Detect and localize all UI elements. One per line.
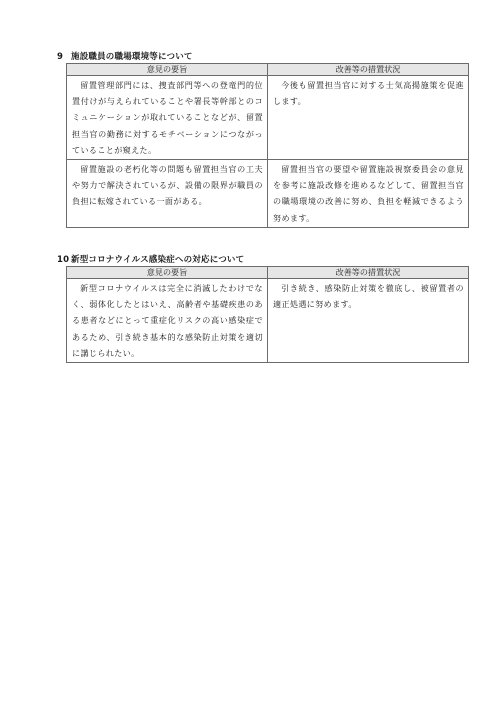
header-improvement-status: 改善等の措置状況: [268, 64, 469, 76]
header-opinion-summary: 意見の要旨: [67, 267, 268, 279]
section-title: 新型コロナウイルス感染症への対応について: [71, 255, 245, 265]
table-header-row: [67, 267, 469, 279]
table-header-row: [67, 64, 469, 76]
opinion-cell: 留置管理部門には、捜査部門等への登竜門的位置付けが与えられていることや署長等幹部とのコミュニケーションが取れていることなどが、留置担当官の勤務に対するモチベーションにつながっていることが窺えた。: [67, 76, 268, 160]
response-cell: 今後も留置担当官に対する士気高揚施策を促進します。: [268, 76, 469, 160]
section-heading-10: [57, 253, 244, 265]
opinion-table-10: [66, 266, 469, 363]
response-cell: 留置担当官の要望や留置施設視察委員会の意見を参考に施設改修を進めるなどして、留置担当官の職場環境の改善に努め、負担を軽減できるよう努めます。: [268, 160, 469, 228]
opinion-cell: 新型コロナウイルスは完全に消滅したわけでなく、弱体化したとはいえ、高齢者や基礎疾患のある患者などにとって重症化リスクの高い感染症であるため、引き続き基本的な感染防止対策を適切に講じられたい。: [67, 279, 268, 363]
section-heading-9: [57, 50, 193, 62]
opinion-table-9: [66, 63, 469, 228]
table-row: [67, 279, 469, 363]
section-title: 施設職員の職場環境等について: [71, 52, 193, 62]
section-number: 9: [57, 52, 64, 62]
header-improvement-status: 改善等の措置状況: [268, 267, 469, 279]
response-cell: 引き続き、感染防止対策を徹底し、被留置者の適正処遇に努めます。: [268, 279, 469, 363]
opinion-cell: 留置施設の老朽化等の問題も留置担当官の工夫や努力で解決されているが、設備の限界が職員の負担に転嫁されている一面がある。: [67, 160, 268, 228]
table-row: [67, 76, 469, 160]
table-row: [67, 160, 469, 228]
header-opinion-summary: 意見の要旨: [67, 64, 268, 76]
section-number: 10: [57, 255, 70, 265]
